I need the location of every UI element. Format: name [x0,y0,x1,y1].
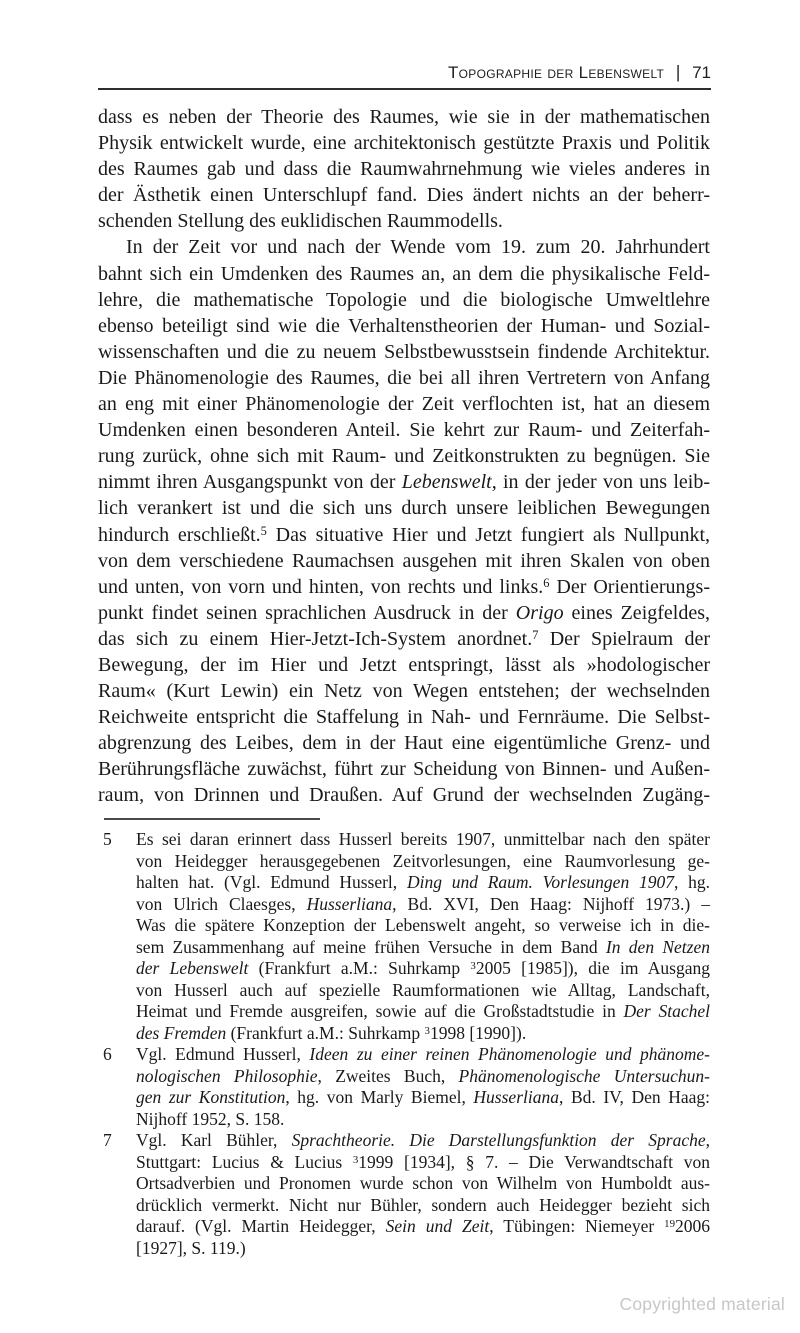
footnote-separator-rule [104,818,320,820]
text-line: und unten, von vorn und hinten, von rechts und links.$^6$ Der Orientierungs- [98,575,710,598]
text-line: raum, von Drinnen und Draußen. Auf Grund der wechselnden Zugäng- [98,784,710,807]
text-line: abgrenzung des Leibes, dem in der Haut eine eigentümliche Grenz- und [98,732,710,755]
text-line: von Ulrich Claesges, Husserliana, Bd. XVI, Den Haag: Nijhoff 1973.) – [136,893,710,914]
text-line: dass es neben der Theorie des Raumes, wie sie in der mathematischen [98,106,710,128]
text-line: sem Zusammenhang auf meine frühen Versuche in dem Band In den Netzen [136,936,710,957]
text-line: lich verankert ist und die sich uns durch unsere leiblichen Bewegungen [98,497,710,520]
text-line: Ortsadverbien und Pronomen wurde schon von Wilhelm von Humboldt aus- [136,1173,710,1193]
text-line: schenden Stellung des euklidischen Raummodells. [98,210,503,233]
footnote-number: 7 [103,1130,112,1150]
text-line: punkt findet seinen sprachlichen Ausdruck in der Origo eines Zeigfeldes, [98,601,710,624]
text-line: Heimat und Fremde ausgreifen, sowie auf die Großstadtstudie in Der Stachel [136,1001,710,1021]
footnote [98,1130,710,1259]
footnote-number: 5 [103,829,112,849]
text-line: von dem verschiedene Raumachsen ausgehen mit ihren Skalen von oben [98,549,710,572]
text-line: nologischen Philosophie, Zweites Buch, Phänomenologische Untersuchun- [136,1065,710,1086]
text-line: von Heidegger herausgegebenen Zeitvorlesungen, eine Raumvorlesung ge- [136,850,710,871]
text-line: Was die spätere Konzeption der Lebenswelt angeht, so verweise ich in die- [136,915,710,935]
text-line: Bewegung, der im Hier und Jetzt entspringt, lässt als »hodologischer [98,653,710,676]
text-line: halten hat. (Vgl. Edmund Husserl, Ding und Raum. Vorlesungen 1907, hg. [136,872,710,892]
text-line: Die Phänomenologie des Raumes, die bei all ihren Vertretern von Anfang [98,366,710,389]
header-separator: | [675,62,681,83]
text-line: darauf. (Vgl. Martin Heidegger, Sein und Zeit, Tübingen: Niemeyer $^{19}$2006 [136,1216,710,1236]
text-line: Vgl. Karl Bühler, Sprachtheorie. Die Darstellungsfunktion der Sprache, [136,1130,710,1150]
text-line: hindurch erschließt.$^5$ Das situative Hier und Jetzt fungiert als Nullpunkt, [98,523,710,546]
text-line: Stuttgart: Lucius & Lucius $^3$1999 [1934], § 7. – Die Verwandtschaft von [136,1151,710,1172]
text-line: wissenschaften und die zu neuem Selbstbewusstsein findende Architektur. [98,340,710,363]
running-title: Topographie der Lebenswelt [447,63,665,82]
footnote-number: 6 [103,1044,112,1064]
text-line: ebenso beteiligt sind wie die Verhaltenstheorien der Human- und Sozial- [98,314,710,337]
text-line: [1927], S. 119.) [136,1237,246,1258]
footnotes [98,829,710,1259]
body-text [98,104,710,809]
text-line: Physik entwickelt wurde, eine architektonisch gestützte Praxis und Politik [98,132,710,155]
text-line: an eng mit einer Phänomenologie der Zeit verflochten ist, hat an diesem [98,393,710,416]
footnote-text [136,1130,710,1259]
text-line: nimmt ihren Ausgangspunkt von der Lebenswelt, in der jeder von uns leib- [98,471,710,494]
text-line: gen zur Konstitution, hg. von Marly Biemel, Husserliana, Bd. IV, Den Haag: [136,1087,710,1107]
page-number: 71 [692,63,711,82]
text-line: Berührungsfläche zuwächst, führt zur Scheidung von Binnen- und Außen- [98,758,710,781]
footnote [98,829,710,1044]
text-line: lehre, die mathematische Topologie und die biologische Umweltlehre [98,288,710,311]
text-line: des Fremden (Frankfurt a.M.: Suhrkamp $^3$1998 [1990]). [136,1022,527,1043]
footnote [98,1044,710,1130]
text-line: rung zurück, ohne sich mit Raum- und Zeitkonstrukten zu begnügen. Sie [98,445,710,468]
text-line: der Lebenswelt (Frankfurt a.M.: Suhrkamp $^3$2005 [1985]), die im Ausgang [136,958,710,978]
text-line: der Ästhetik einen Unterschlupf fand. Dies ändert nichts an der beherr- [98,184,710,207]
text-line: drücklich vermerkt. Nicht nur Bühler, sondern auch Heidegger bezieht sich [136,1194,710,1215]
text-line: Reichweite entspricht die Staffelung in Nah- und Fernräume. Die Selbst- [98,706,710,729]
footnote-text [136,1044,710,1130]
text-line: von Husserl auch auf spezielle Raumformationen wie Alltag, Landschaft, [136,979,710,1000]
text-line: Raum« (Kurt Lewin) ein Netz von Wegen entstehen; der wechselnden [98,680,710,703]
text-line: das sich zu einem Hier-Jetzt-Ich-System anordnet.$^7$ Der Spielraum der [98,627,710,650]
copyright-watermark: Copyrighted material [619,1294,785,1314]
text-line: Vgl. Edmund Husserl, Ideen zu einer reinen Phänomenologie und phänome- [136,1044,710,1064]
text-line: In der Zeit vor und nach der Wende vom 19. zum 20. Jahrhundert [126,236,710,259]
text-line: Umdenken einen besonderen Anteil. Sie kehrt zur Raum- und Zeiterfah- [98,419,710,442]
text-line: bahnt sich ein Umdenken des Raumes an, an dem die physikalische Feld- [98,262,710,285]
text-line: des Raumes gab und dass die Raumwahrnehmung wie vieles anderes in [98,158,710,181]
text-line: Nijhoff 1952, S. 158. [136,1108,285,1129]
text-line: Es sei daran erinnert dass Husserl bereits 1907, unmittelbar nach den später [136,829,710,849]
footnote-text [136,829,710,1044]
running-header [98,63,711,90]
